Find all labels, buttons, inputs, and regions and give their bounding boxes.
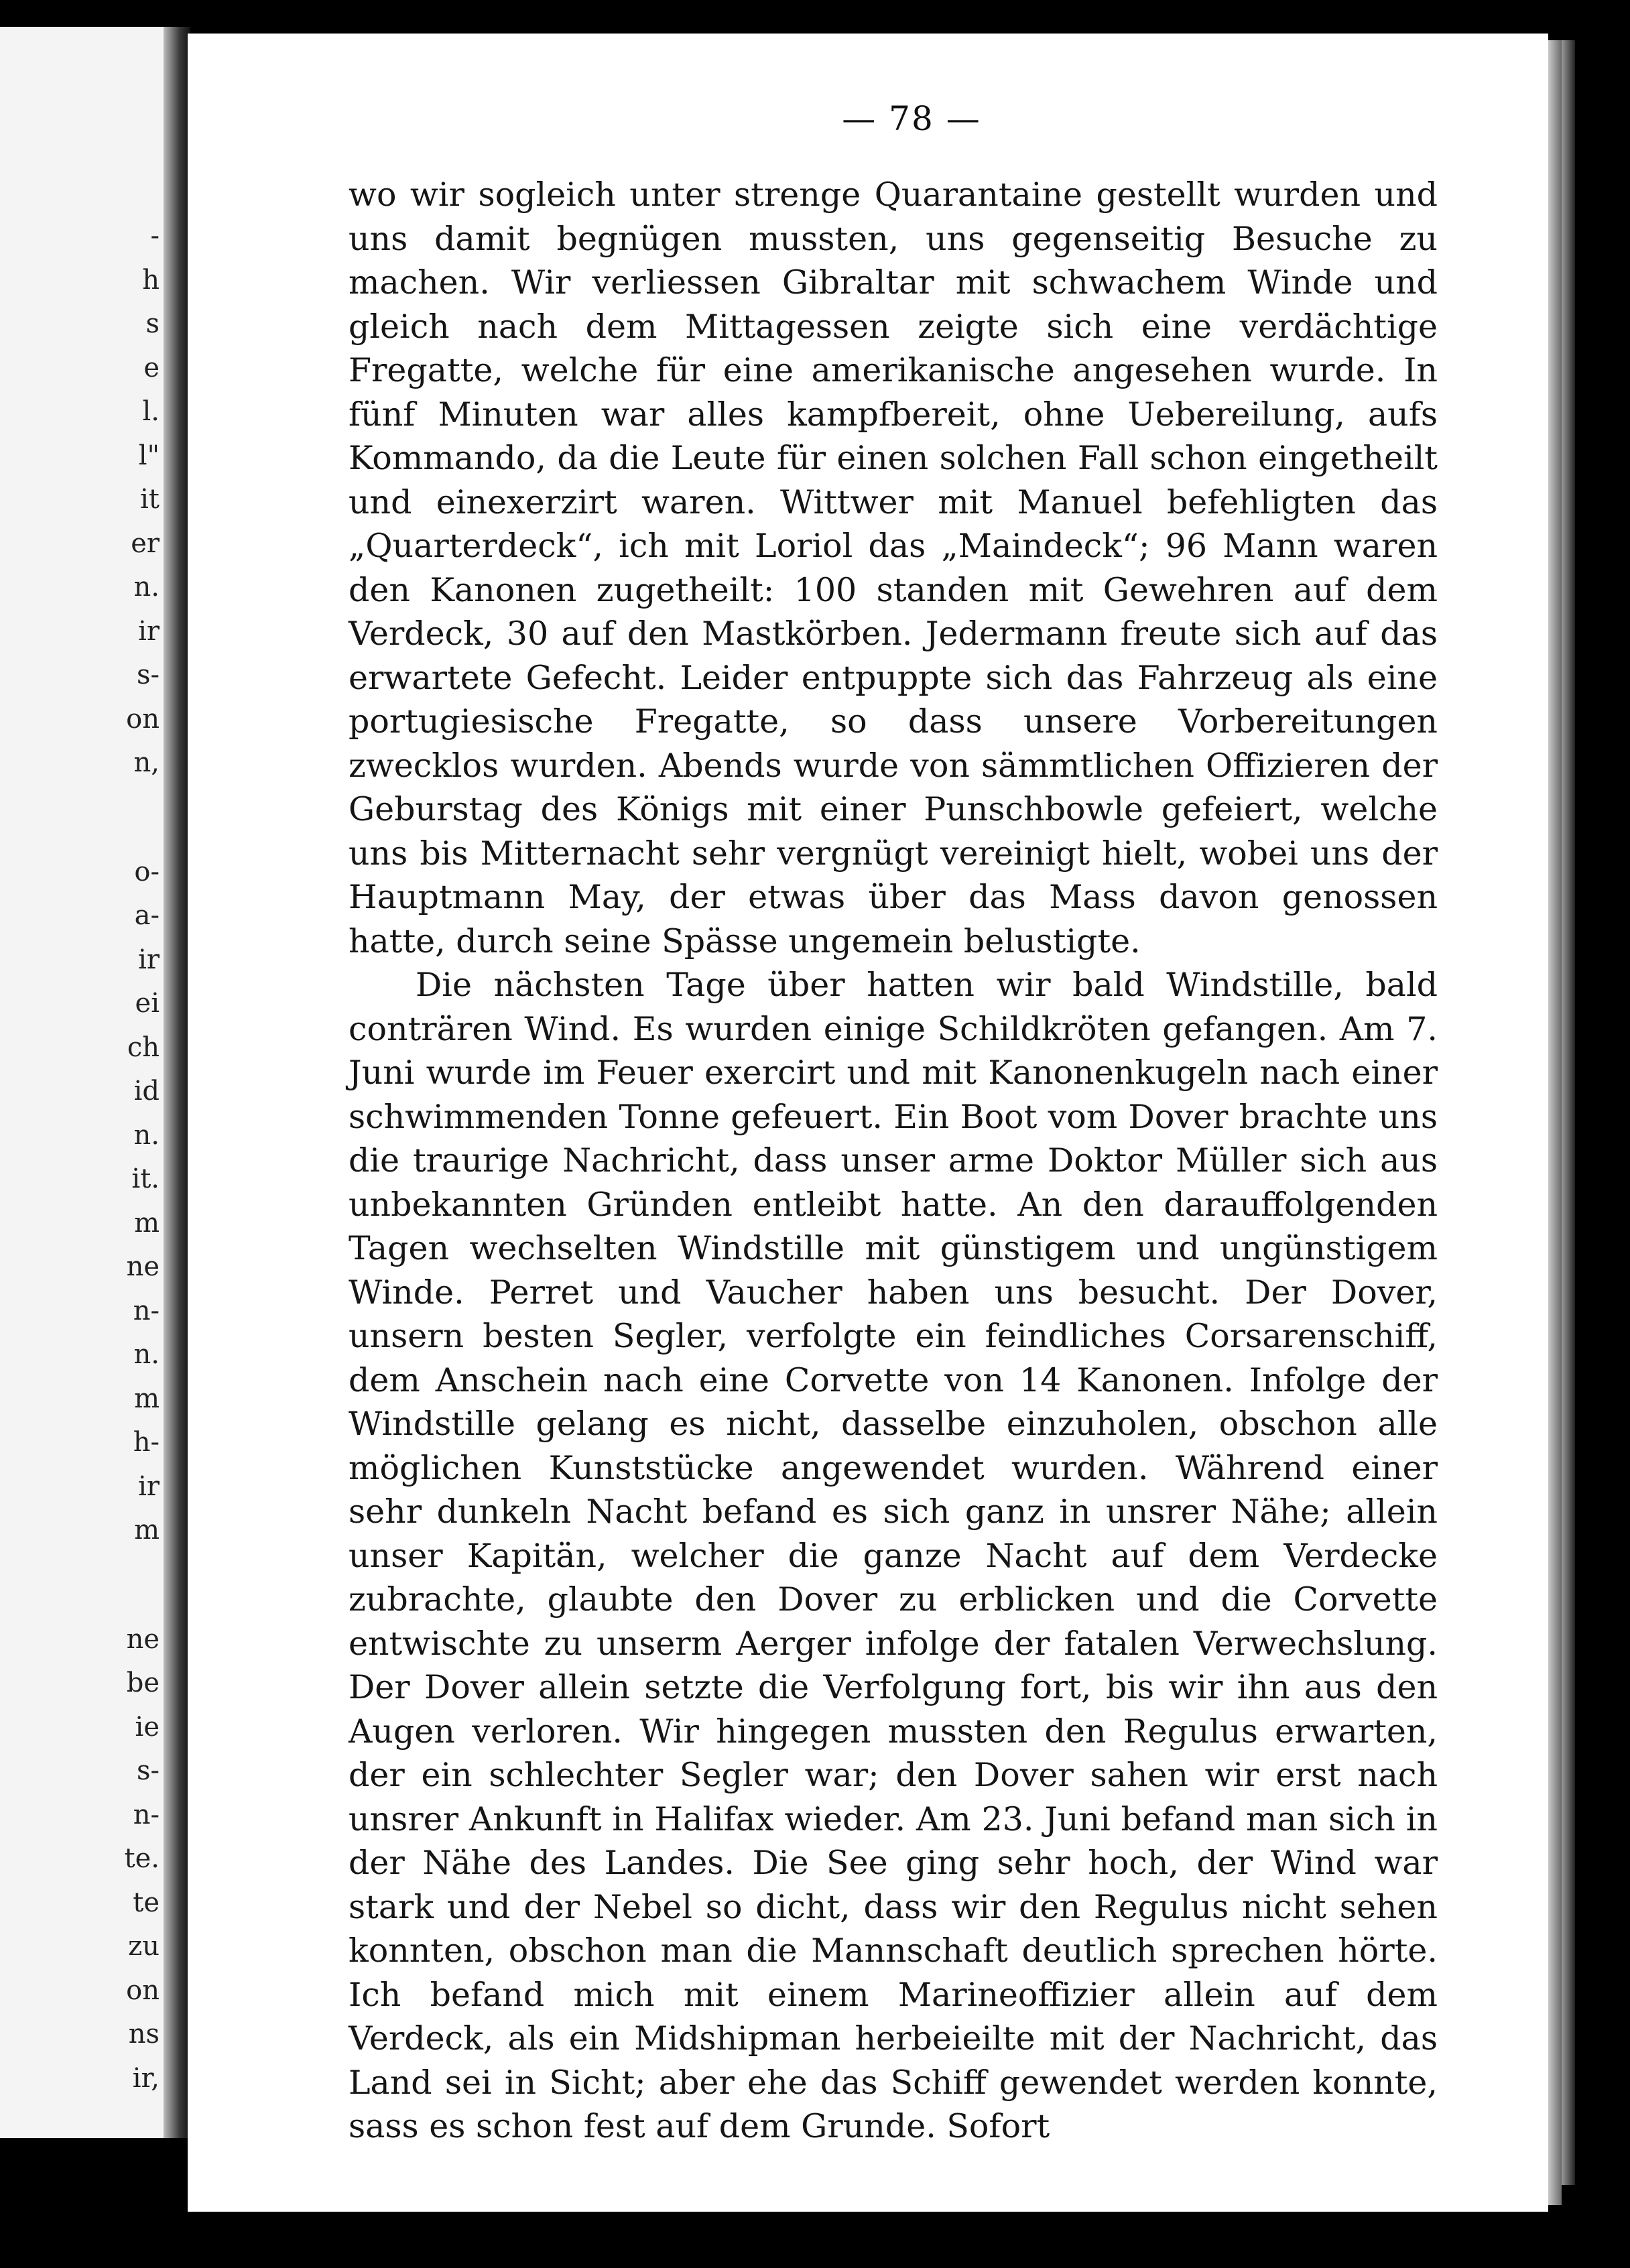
left-page-fragment: on <box>126 703 160 735</box>
left-page-fragment: it. <box>131 1163 160 1194</box>
left-page-text-fragments <box>99 214 160 2100</box>
book-gutter-shadow <box>164 27 190 2138</box>
left-page-fragment <box>99 1553 160 1618</box>
left-page-fragment: n. <box>133 1339 160 1370</box>
left-page-fragment: it <box>140 484 160 515</box>
page-number: — 78 — <box>842 99 981 138</box>
left-page-fragment: h- <box>133 1427 160 1458</box>
left-page-fragment: te. <box>124 1843 160 1874</box>
left-page-fragment: n- <box>133 1799 160 1830</box>
left-page-fragment: s- <box>136 1755 160 1786</box>
paragraph-1: wo wir sogleich unter strenge Quarantaine gestellt wurden und uns damit begnügen mussten, uns gegenseitig Besuche zu machen. Wir verliessen Gibraltar mit schwachem Winde und gleich nach dem Mittagessen zeigte sich eine verdächtige Fregatte, welche für eine amerikanische angesehen wurde. In fünf Minuten war alles kampfbereit, ohne Uebereilung, aufs Kommando, da die Leute für einen solchen Fall schon eingetheilt und einexerzirt waren. Wittwer mit Manuel befehligten das „Quarterdeck“, ich mit Loriol das „Maindeck“; 96 Mann waren den Kanonen zugetheilt: 100 standen mit Gewehren auf dem Verdeck, 30 auf den Mastkörben. Jedermann freute sich auf das erwartete Gefecht. Leider entpuppte sich das Fahrzeug als eine portugiesische Fregatte, so dass unsere Vorbereitungen zwecklos wurden. Abends wurde von sämmtlichen Offizieren der Geburstag des Königs mit einer Punschbowle gefeiert, welche uns bis Mitternacht sehr vergnügt vereinigt hielt, wobei uns der Hauptmann May, der etwas über das Mass davon genossen hatte, durch seine Spässe ungemein belustigte. <box>349 176 1438 960</box>
left-page-fragment: id <box>133 1076 160 1107</box>
left-page-fragment: ne <box>126 1251 160 1282</box>
left-page-fragment: m <box>134 1515 160 1546</box>
left-page-fragment: n- <box>133 1295 160 1326</box>
left-page-fragment: l" <box>138 440 160 471</box>
left-page-edge <box>0 27 169 2138</box>
left-page-fragment: e <box>143 352 160 383</box>
page-stack-edge <box>1548 40 1562 2205</box>
left-page-fragment: ns <box>128 2019 160 2050</box>
left-page-fragment: on <box>126 1974 160 2006</box>
left-page-fragment <box>99 785 160 850</box>
left-page-fragment: - <box>150 220 160 251</box>
left-page-fragment: ir <box>138 615 160 647</box>
left-page-fragment: s <box>145 308 160 339</box>
left-page-fragment: ir <box>138 1470 160 1502</box>
left-page-fragment: o- <box>134 856 160 887</box>
left-page-fragment: n. <box>133 572 160 603</box>
left-page-fragment: be <box>126 1667 160 1698</box>
left-page-fragment: ne <box>126 1623 160 1655</box>
page-stack-edge-outer <box>1562 40 1575 2185</box>
left-page-fragment: n, <box>133 747 160 778</box>
left-page-fragment: te <box>133 1887 160 1918</box>
left-page-fragment: m <box>134 1383 160 1414</box>
paragraph-2: Die nächsten Tage über hatten wir bald Windstille, bald conträren Wind. Es wurden einige Schildkröten gefangen. Am 7. Juni wurde im Feuer exercirt und mit Kanonenkugeln nach einer schwimmenden Tonne gefeuert. Ein Boot vom Dover brachte uns die traurige Nachricht, dass unser arme Doktor Müller sich aus unbekannten Gründen entleibt hatte. An den darauffolgenden Tagen wechselten Windstille mit günstigem und ungünstigem Winde. Perret und Vaucher haben uns besucht. Der Dover, unsern besten Segler, verfolgte ein feindliches Corsarenschiff, dem Anschein nach eine Corvette von 14 Kanonen. Infolge der Windstille gelang es nicht, dasselbe einzuholen, obschon alle möglichen Kunststücke angewendet wurden. Während einer sehr dunkeln Nacht befand es sich ganz in unsrer Nähe; allein unser Kapitän, welcher die ganze Nacht auf dem Verdecke zubrachte, glaubte den Dover zu erblicken und die Corvette entwischte zu unserm Aerger infolge der fatalen Verwechslung. Der Dover allein setzte die Verfolgung fort, bis wir ihn aus den Augen verloren. Wir hingegen mussten den Regulus erwarten, der ein schlechter Segler war; den Dover sahen wir erst nach unsrer Ankunft in Halifax wieder. Am 23. Juni befand man sich in der Nähe des Landes. Die See ging sehr hoch, der Wind war stark und der Nebel so dicht, dass wir den Regulus nicht sehen konnten, obschon man die Mannschaft deutlich sprechen hörte. Ich befand mich mit einem Marineoffizier allein auf dem Verdeck, als ein Midshipman herbeieilte mit der Nachricht, das Land sei in Sicht; aber ehe das Schiff gewendet werden konnte, sass es schon fest auf dem Grunde. Sofort <box>349 966 1438 2145</box>
left-page-fragment: ch <box>127 1031 160 1063</box>
left-page-fragment: l. <box>142 396 160 427</box>
left-page-fragment: h <box>142 264 160 296</box>
left-page-fragment: ie <box>135 1711 160 1743</box>
left-page-fragment: er <box>131 527 160 559</box>
body-text <box>349 173 1438 2149</box>
left-page-fragment: ir <box>138 944 160 975</box>
left-page-fragment: a- <box>134 900 160 931</box>
left-page-fragment: s- <box>136 659 160 690</box>
left-page-fragment: ei <box>135 988 160 1019</box>
left-page-fragment: ir, <box>132 2062 160 2094</box>
left-page-fragment: zu <box>128 1931 160 1962</box>
left-page-fragment: n. <box>133 1119 160 1151</box>
left-page-fragment: m <box>134 1207 160 1239</box>
